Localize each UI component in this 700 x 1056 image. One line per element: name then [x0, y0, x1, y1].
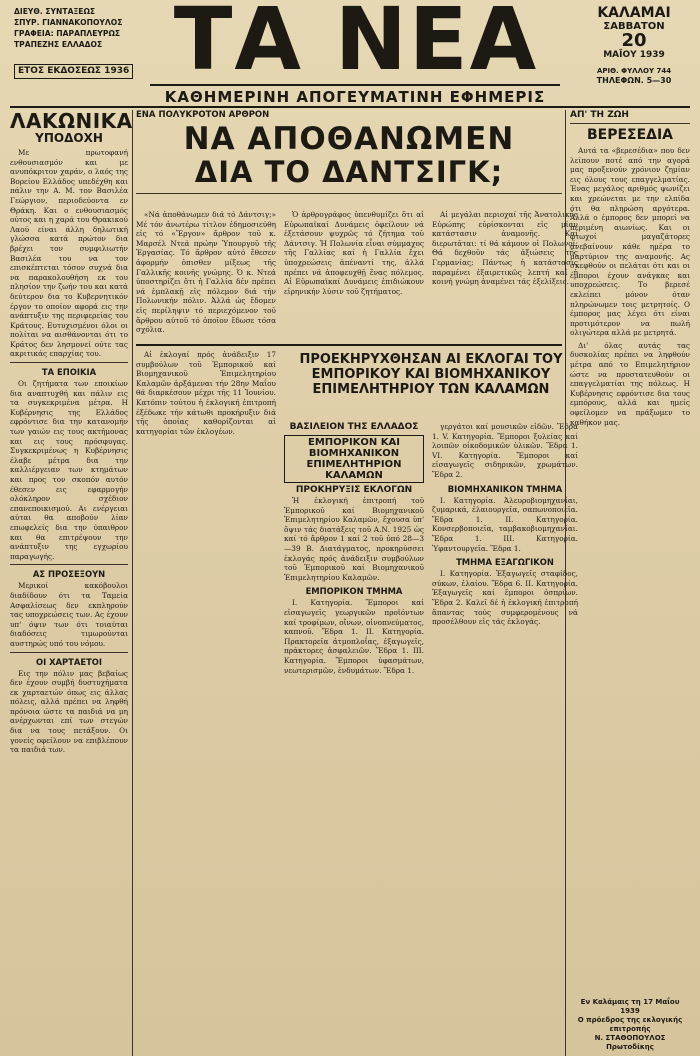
- section-epoikia-body: [10, 379, 128, 561]
- issue-number: ΑΡΙΘ. ΦΥΛΛΟΥ 744: [596, 67, 672, 75]
- proclamation-paragraph: Ἡ ἐκλογική ἐπιτροπή τοῦ Ἐμπορικοῦ καί Βιομηχανικοῦ Ἐπιμελητηρίου Καλαμῶν, ἔχουσα ὑπ' ὄψιν τάς διατάξεις τοῦ Α.Ν. 1925 ὡς καί τό ἄρθρον 1 καί 2 τοῦ ὑπό 28—3—39 Β. Διατάγματος, προκηρύσσει ἐκλογάς πρός ἀνάδειξιν συμβούλων τοῦ Ἐμπορικοῦ καί Βιομηχανικοῦ Ἐπιμελητηρίου Καλαμῶν.: [284, 496, 424, 582]
- veresedia-body: [570, 146, 690, 338]
- export-paragraph: I. Κατηγορία. Ἐξαγωγεῖς σταφίδος, σύκων, ἐλαίου. Ἕδρα 6. II. Κατηγορία. Ἐξαγωγεῖς καί ἔμποροι ὀσπρίων. Ἕδρα 2. Καλεῖ δέ ἡ ἐκλογική ἐπιτροπή ἅπαντας τούς συμφερομένους νά προσέλθουν εἰς τάς ἐκλογάς.: [432, 569, 578, 627]
- divider: [10, 564, 128, 565]
- editor-label: ΔΙΕΥΘ. ΣΥΝΤΑΞΕΩΣ: [14, 7, 96, 16]
- newspaper-title: ΤΑ ΝΕΑ: [173, 0, 539, 90]
- elections-col-b: [284, 422, 424, 1056]
- weekday: ΣΑΒΒΑΤΟΝ: [603, 21, 665, 32]
- column-lakonika: [10, 109, 133, 1056]
- industrial-section-body: [432, 496, 578, 554]
- section-epoikia-title: ΤΑ ΕΠΟΙΚΙΑ: [41, 367, 97, 378]
- column-rule: [132, 110, 133, 1056]
- industrial-paragraph: I. Κατηγορία. Ἀλευροβιομηχανίαι, ζυμαρικά, ἐλαιουργεῖα, σαπωνοποιεῖα. Ἕδρα 1. II. Κατηγορία. Κονσερβοποιεῖα, ταμβακοβιομηχανίαι. Ἕδρα 1. III. Κατηγορία. Ὑφαντουργεῖα. Ἕδρα 1.: [432, 495, 578, 553]
- commercial-paragraph: I. Κατηγορία. Ἔμποροι καί εἰσαγωγεῖς γεωργικῶν προϊόντων καί τροφίμων, οἴνων, οἰνοπνεύματος, καπνοῦ. Ἕδρα 1. II. Κατηγορία. Πρακτορεῖα ἀτμοπλοΐας, ἐξαγωγεῖς, πράκτορες ἀσφαλειῶν. Ἕδρα 1. III. Κατηγορία. Ἔμποροι ὑφασμάτων, νεωτερισμῶν, ἐνδυμάτων. Ἕδρα 1.: [284, 598, 424, 675]
- veresedia-paragraph: Αυτά τα «βερεσέδια» που δεν λείπουν ποτέ από την αγορά μας προξενούν χρόνιον ζημίαν εις όλους τους επαγγελματίας. Ένας μεγάλος αριθμός ψωνίζει και χρεώνεται με την ελπίδα ότι θα πληρώση αργότερα. Αλλά ο έμπορος δεν μπορεί να περιμένη αιωνίως. Και οι φτωχοί μαγαζάτορες ανεβαίνουν κάθε ημέρα το μαρτύριον της αναμονής. Ας σκεφθούν οι πελάται ότι και οι έμποροι έχουν ανάγκας και υποχρεώσεις. Το βερεσέ εκλείπει μόνον όταν πληρώνωμεν τοις μετρητοίς. Ο έμπορος μας λέγει ότι είναι προτιμότερον να πωλή ολιγώτερα αλλά με μετρητά.: [570, 146, 690, 338]
- office-label: ΓΡΑΦΕΙΑ: ΠΑΡΑΠΛΕΥΡΩΣ: [14, 29, 121, 38]
- proclamation-body: [284, 496, 424, 582]
- section-prosexoun-body: [10, 581, 128, 648]
- prosexoun-paragraph: Μερικοί κακόβουλοι διαδίδουν ότι τα Ταμεία Ασφαλίσεως δεν εκπληρούν τας υποχρεώσεις των. Ας έχουν υπ' όψιν των ότι τοιαύται διαδόσεις τιμωρούνται αυστηρώς υπό του νόμου.: [10, 581, 128, 648]
- masthead: [10, 0, 690, 108]
- phone: ΤΗΛΕΦΩΝ. 5—30: [596, 76, 672, 85]
- masthead-left-info: [14, 6, 130, 79]
- office-location: ΤΡΑΠΕΖΗΣ ΕΛΛΑΔΟΣ: [14, 40, 103, 49]
- lead-headline-line1: ΝΑ ΑΠΟΘΑΝΩΜΕΝ: [183, 121, 515, 157]
- lead-paragraph-b: Ὁ ἀρθρογράφος ὑπενθυμίζει ὅτι αἱ Εὐρωπαϊκαί Δυνάμεις ὀφείλουν νά ἐξετάσουν ψυχρῶς τό ζήτημα τοῦ Δάντσιγ. Ἡ Πολωνία εἶναι σύμμαχος τῆς Γαλλίας καί ἡ Γαλλία ἔχει ὑποχρεώσεις ἀπέναντί της, ἀλλά πρέπει νά ἀποφευχθῇ ἕνας πόλεμος. Αἱ Εὐρωπαϊκαί Δυνάμεις ἐπιδιώκουν εἰρηνικήν λύσιν τοῦ ζητήματος.: [284, 210, 424, 296]
- lead-headline-line2: ΔΙΑ ΤΟ ΔΑΝΤΣΙΓΚ;: [194, 155, 504, 189]
- signature-block: [570, 998, 690, 1052]
- categories-paragraph: γεργάτοι καί μουσικῶν εἰδῶν. Ἕδρα 1. V. Κατηγορία. Ἔμποροι ξυλείας καί λοιπῶν οἰκοδομικῶν ὑλικῶν. Ἕδρα 1. VI. Κατηγορία. Ἔμποροι καί εἰσαγωγεῖς σιδηρικῶν, χρωμάτων. Ἕδρα 2.: [432, 422, 578, 479]
- divider: [10, 362, 128, 363]
- signature-name: Ν. ΣΤΑΘΟΠΟΥΛΟΣ: [594, 1034, 666, 1042]
- elections-article: [136, 350, 578, 1056]
- divider: [570, 123, 690, 124]
- ap-ti-zoi-title: ΑΠ' ΤΗ ΖΩΗ: [570, 110, 629, 120]
- elections-col-a: [136, 350, 276, 1056]
- newspaper-subtitle: ΚΑΘΗΜΕΡΙΝΗ ΑΠΟΓΕΥΜΑΤΙΝΗ ΕΦΗΜΕΡΙΣ: [150, 84, 560, 106]
- lakonika-paragraph: Με πρωτοφανή ενθουσιασμόν και με ανυπόκριτον χαράν, ο λαός της Βορείου Ελλάδος υπεδέχθη και πάλιν την Α. Μ. τον Βασιλέα Γεώργιον, περιοδεύοντα εν Θράκη. Και ο ενθουσιασμός ούτος και η χαρά του Θρακικού Λαού είναι άλλη δηλωτική γλώσσα κατά πρώτον δια βρέχει τον συμφιλιωτήν Βασιλέα του να τον επισκέπτεται τόσον συχνά δια να παρακολουθήση εκ του πλησίον την ζωήν του και κατά δεύτερον δια το Κυβερνητικόν έργον το οποίον αφορά εις την ανάπτυξιν της περιφερείας του Κράτους. Ευτυχισμένοι όλοι οι πολίται να αισθάνονται ότι το Κράτος δεν λησμονεί ούτε τας ακριτικάς επαρχίας του.: [10, 148, 128, 359]
- box-rule: [136, 344, 562, 346]
- elections-headline: ΠΡΟΕΚΗΡΥΧΘΗΣΑΝ ΑΙ ΕΚΛΟΓΑΙ ΤΟΥ ΕΜΠΟΡΙΚΟΥ ΚΑΙ ΒΙΟΜΗΧΑΝΙΚΟΥ ΕΠΙΜΕΛΗΤΗΡΙΟΥ ΤΩΝ ΚΑΛΑΜΩΝ: [299, 352, 563, 397]
- section-chartaetoi-body: [10, 669, 128, 755]
- lead-col-b: [284, 210, 424, 340]
- section-prosexoun-title: ΑΣ ΠΡΟΣΕΞΟΥΝ: [32, 569, 106, 580]
- divider: [10, 652, 128, 653]
- lead-paragraph-a: «Νά ἀποθάνωμεν διά τό Δάντσιγ;» Μέ τόν ἀνωτέρω τίτλον ἐδημοσιεύθη εἰς τό «Ἔργον» ἄρθρον τοῦ κ. Μαρσέλ Ντεά πρώην Ὑπουργοῦ τῆς Ἐργασίας. Τό ἄρθρον αὐτό ἔθεσεν ἀφορμήν ὀπισθεν μίξεως τῆς Γαλλικῆς κοινῆς γνώμης. Ὁ κ. Ντεά ὑποστηρίζει ὅτι ἡ Γαλλία δέν πρέπει νά ἐμπλακῇ εἰς πόλεμον διά τήν Πολωνικήν πόλιν. Ἀλλά ὡς ἔδομεν εἰς περίληψιν τό περιεχόμενον τοῦ ἄρθρου αὐτοῦ τό ὁποῖον ἔδωσε τόσα σχόλια.: [136, 210, 276, 335]
- veresedia-paragraph-2: Δι' όλας αυτάς τας δυσκολίας πρέπει να ληφθούν μέτρα από το Επιμελητήριον ώστε να προστατευθούν οι επαγγελματίαι της πόλεως. Η Κυβέρνησις εφρόντισε δια τους εμπόρους, αλλά και ημείς οφείλομεν να πράξωμεν το καθήκον μας.: [570, 340, 690, 427]
- section-chartaetoi-title: ΟΙ ΧΑΡΤΑΕΤΟΙ: [35, 656, 103, 667]
- elections-col-c: [432, 422, 578, 1056]
- industrial-section-title: ΒΙΟΜΗΧΑΝΙΚΟΝ ΤΜΗΜΑ: [447, 483, 563, 494]
- signature-title: Πρωτοδίκης: [606, 1043, 654, 1051]
- lakonika-body: [10, 148, 128, 359]
- veresedia-body-2: [570, 341, 690, 427]
- lead-kicker: ΕΝΑ ΠΟΛΥΚΡΟΤΟΝ ΑΡΘΡΟΝ: [136, 110, 270, 120]
- date-day: 20: [621, 30, 647, 51]
- proclamation-heading: ΠΡΟΚΗΡΥΞΙΣ ΕΚΛΟΓΩΝ: [295, 485, 413, 495]
- lakonika-subtitle: ΥΠΟΔΟΧΗ: [35, 131, 103, 145]
- veresedia-heading: ΒΕΡΕΣΕΔΙΑ: [586, 127, 674, 143]
- elections-paragraph-a: Αἱ ἐκλογαί πρός ἀνάδειξιν 17 συμβούλων τοῦ Ἐμπορικοῦ καί Βιομηχανικοῦ Ἐπιμελητηρίου Καλαμῶν ἀρξάμεναι τήν 28ην Μαΐου θά διαρκέσουν μέχρι τῆς 11 Ἰουνίου. Κατόπιν τούτου ἡ ἐκλογική ἐπιτροπή ἐξέδωκε τήν κάτωθι προκήρυξιν διά τῆς ὁποίας καθορίζονται αἱ κατηγορίαι τῶν ἐκλογέων.: [136, 350, 276, 436]
- column-rule: [565, 110, 566, 1056]
- lead-paragraph-c: Αἱ μεγάλαι περιοχαί τῆς Ἀνατολικῆς Εὐρώπης εὑρίσκονται εἰς μίαν κατάστασιν ἀναμονῆς. Καί διερωτᾶται: τί θά κάμουν οἱ Πολωνοί; Θά δεχθοῦν τάς ἀξιώσεις τῆς Γερμανίας; Πάντως ἡ κατάστασις παραμένει ἐξαιρετικῶς λεπτή καί ἡ κοινή γνώμη ἀναμένει τάς ἐξελίξεις.: [432, 210, 578, 287]
- kingdom-heading: ΒΑΣΙΛΕΙΟΝ ΤΗΣ ΕΛΛΑΔΟΣ: [289, 422, 419, 432]
- epoikia-paragraph: Οι ζητήματα των εποικίων δια αναπτυχθή και πάλιν εις τα συγκεκριμένα μέτρα. Η Κυβέρνησις της Ελλάδος εφρόντισε δια την κατανομήν των γαιών εις τους ακτήμονας και εις τους πρόσφυγας. Συγκεκριμένως η Κυβέρνησις έλαβε μέτρα δια την καλλιέργειαν των κτημάτων και προς τον σκοπόν αυτόν έθεσεν εις εφαρμογήν ολόκληρον σχέδιον επανεποικισμού. Αι ενέργειαι αύται θα αποβούν λίαν επωφελείς δια την ύπαιθρον και θα επιτρέψουν την ανάπτυξιν της εγχωρίου παραγωγής.: [10, 379, 128, 561]
- lead-col-c: [432, 210, 578, 340]
- commercial-section-body: [284, 598, 424, 675]
- signature-date: Εν Καλάμαις τη 17 Μαΐου 1939: [580, 998, 680, 1015]
- masthead-right-info: [582, 6, 686, 86]
- lead-col-a: [136, 210, 276, 340]
- date-month-year: ΜΑΪΟΥ 1939: [603, 50, 665, 60]
- city: ΚΑΛΑΜΑΙ: [597, 5, 671, 21]
- divider: [136, 193, 562, 194]
- lead-article: [136, 210, 578, 340]
- editor-name: ΣΠΥΡ. ΓΙΑΝΝΑΚΟΠΟΥΛΟΣ: [14, 18, 123, 27]
- founded-year: ΕΤΟΣ ΕΚΔΟΣΕΩΣ 1936: [14, 64, 133, 79]
- signature-role: Ο πρόεδρος της εκλογικής επιτροπής: [577, 1016, 683, 1033]
- chartaetoi-paragraph: Εις την πόλιν μας βεβαίως δεν έχουν συμβή δυστυχήματα εκ χαρταετών όπως εις άλλας πόλεις, αλλά πρέπει να ληφθή πρόνοια ώστε τα παιδιά να μη ανέρχωνται επί των στεγών δια να τους πετάξουν. Οι γονείς οφείλουν να επιβλέπουν τα παιδιά των.: [10, 668, 128, 755]
- export-section-title: ΤΜΗΜΑ ΕΞΑΓΩΓΙΚΟΝ: [456, 557, 554, 568]
- export-section-body: [432, 569, 578, 627]
- chamber-heading: ΕΜΠΟΡΙΚΟΝ ΚΑΙ ΒΙΟΜΗΧΑΝΙΚΟΝ ΕΠΙΜΕΛΗΤΗΡΙΟΝ ΚΑΛΑΜΩΝ: [284, 435, 424, 483]
- column-ap-ti-zoi: [570, 110, 690, 1056]
- categories-body: [432, 422, 578, 480]
- commercial-section-title: ΕΜΠΟΡΙΚΟΝ ΤΜΗΜΑ: [305, 586, 403, 597]
- columns: [10, 110, 690, 1056]
- center-area: [136, 110, 578, 1056]
- masthead-rule: [10, 106, 690, 108]
- lakonika-title: ΛΑΚΩΝΙΚΑ: [10, 109, 133, 133]
